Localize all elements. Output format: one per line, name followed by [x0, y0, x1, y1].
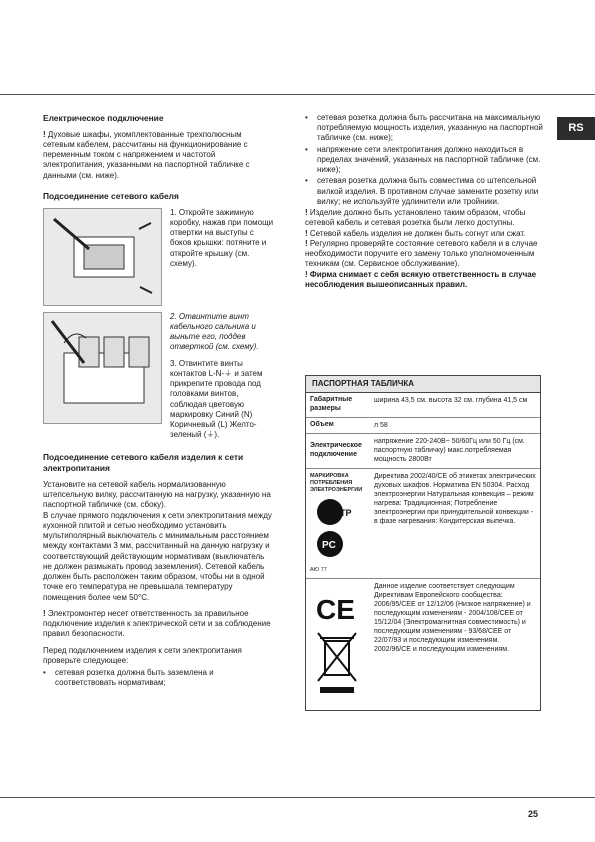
table-row: Габаритные размеры ширина 43,5 см. высота 32 см. глубина 41,5 см [306, 393, 540, 418]
section-title-electrical: Електрическое подключение [43, 113, 164, 123]
ce-mark-icon [310, 583, 366, 703]
step-3-text: 3. Отвинтите винты контактов L-N-⏚ и затем прикрепите провода под головками винтов, соблюдая цветовую маркировку Синий (N) Коричневый (L) Желто-зеленый (⏚). [170, 358, 263, 440]
warning-check: ! Регулярно проверяйте состояние сетевого кабеля и в случае необходимости поручите его замену только уполномоченным техникам (см. Сервисное обслуживание). [305, 238, 538, 269]
para-check: Перед подключением изделия к сети электропитания проверьте следующее: [43, 645, 242, 665]
list-item: • сетевая розетка должна быть рассчитана на максимальную потребляемую мощность изделия, указанную на паспортной табличке (см. ниже); [305, 113, 543, 144]
section-title-cable: Подсоединение сетевого кабеля [43, 190, 179, 201]
compliance-logos [306, 579, 370, 710]
warning-bend: ! Сетевой кабель изделия не должен быть согнут или сжат. [305, 228, 526, 238]
list-item: • сетевая розетка должна быть заземлена и соответствовать нормативам; [43, 668, 275, 688]
para-direct: В случае прямого подключения к сети электропитания между кухонной плитой и сетью необходимо установить мультиполярный выключатель с минимальным расстоянием между контактами 3 мм, рассчитанный на данную нагрузку и соответствующий действующим нормативам (выключатель не должен размыкать провод заземления). Сетевой кабель должен быть расположен таким образом, чтобы ни в одной точке его температура не превышала температуру помещения более чем 50°С. [43, 510, 272, 602]
svg-text:TP: TP [340, 507, 352, 518]
page-number: 25 [528, 809, 539, 819]
para-plug: Установите на сетевой кабель нормализованную штепсельную вилку, рассчитанную на нагрузку, указанную на паспортной табличке (см. сбоку). [43, 479, 271, 510]
list-item: • сетевая розетка должна быть совместима со штепсельной вилкой изделия. В противном случае замените розетку или вилку; не используйте удлинители или тройники. [305, 176, 543, 207]
step-1-text: 1. Откройте зажимную коробку, нажав при помощи отвертки на выступы с боков крышки: потяните и откройте крышку (см. схему). [170, 207, 274, 268]
section-title-grid: Подсоединение сетевого кабеля изделия к сети электропитания [43, 452, 244, 474]
warning-liability: ! Фирма снимает с себя всякую ответственность в случае несоблюдения вышеописанных правил. [305, 269, 537, 289]
intro-paragraph: ! Духовые шкафы, укомплектованные трехполюсным сетевым кабелем, рассчитаны на функционирование с переменным током с напряжением и частотой электропитания, указанными на паспортной табличке с данными (см. ниже). [43, 129, 250, 180]
right-bullets [305, 113, 543, 207]
certification-mark-icon [310, 494, 360, 564]
table-row: МАРКИРОВКА ПОТРЕБЛЕНИЯ ЭЛЕКТРОЭНЕРГИИ TP PC АЮ 77 Директива 2002/40/CE об этикетах электрических духовых шкафов. Норматива EN 50304. Расход электроэнергии Натуральная конвекция – режим нагрева: Традиционная; Потребление электроэнергии при принудительной конвекции - в фазе нагревания: Кондитерская выпечка. [306, 469, 540, 579]
left-column [43, 113, 275, 689]
step-2-3-text [170, 312, 275, 447]
step-1 [43, 208, 275, 306]
data-plate-title: ПАСПОРТНАЯ ТАБЛИЧКА [306, 376, 540, 393]
bottom-rule [0, 797, 595, 798]
terminal-block-diagram [43, 312, 162, 424]
warning-access: ! Изделие должно быть установлено таким образом, чтобы сетевой кабель и сетевая розетка были легко доступны. [305, 208, 526, 228]
svg-text:CE: CE [316, 593, 355, 625]
step-3 [43, 312, 275, 447]
data-plate-table [305, 375, 541, 711]
language-tab: RS [557, 117, 595, 140]
list-item: • напряжение сети электропитания должно находиться в пределах значений, указанных на паспортной табличке (см. ниже); [305, 145, 543, 176]
top-rule [0, 94, 595, 95]
junction-box-diagram [43, 208, 162, 306]
table-row: CE Данное изделие соответствует следующим Директивам Европейского сообщества: 2006/95/CEE от 12/12/06 (Низкое напряжение) и последующим изменениям - 2004/108/CEE от 15/12/04 (Электромагнитная совместимость) и последующим изменениям - 93/68/CEE от 22/07/93 и последующим изменениям. 2002/96/CE и последующим изменениям. [306, 579, 540, 710]
right-column [305, 113, 543, 296]
crossed-bin-icon [318, 633, 356, 681]
step-2-text: 2. Отвинтите винт кабельного сальника и выньте его, поддев отверткой (см. схему). [170, 311, 259, 352]
left-bullets [43, 668, 275, 688]
table-row: Объем л 58 [306, 418, 540, 434]
svg-text:PC: PC [322, 539, 336, 551]
energy-label-logos: МАРКИРОВКА ПОТРЕБЛЕНИЯ ЭЛЕКТРОЭНЕРГИИ TP PC АЮ 77 [310, 472, 363, 573]
table-row: Электрическое подключение напряжение 220-240В~ 50/60Гц или 50 Гц (см. паспортную табличку) макс.потребляемая мощность 2800Вт [306, 434, 540, 468]
para-electrician: ! Электромонтер несет ответственность за правильное подключение изделия к электрической сети и за соблюдение правил безопасности. [43, 608, 271, 639]
